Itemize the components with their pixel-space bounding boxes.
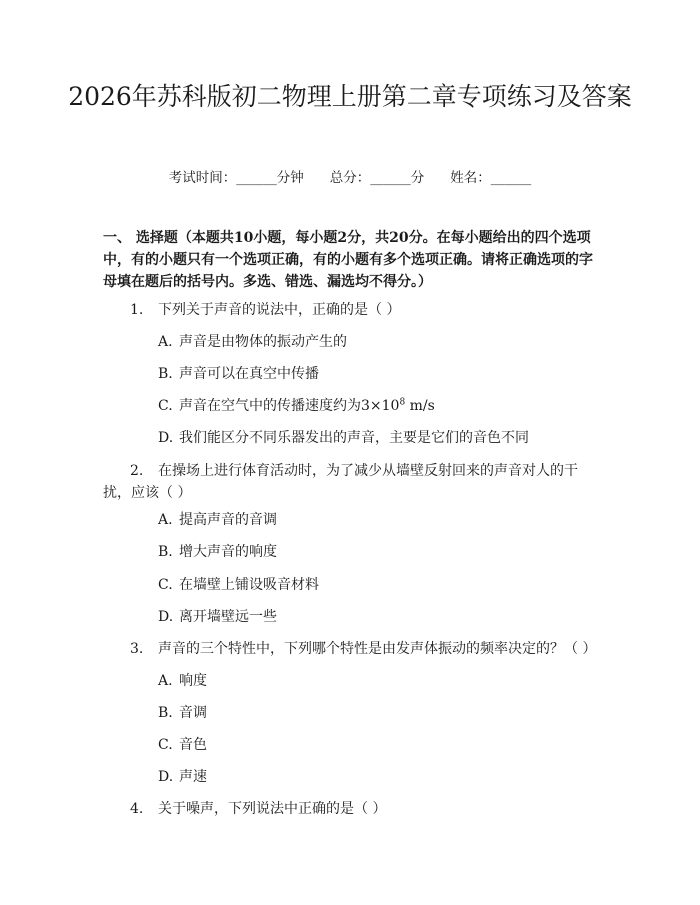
question-text: 在操场上进行体育活动时，为了减少从墙壁反射回来的声音对人的干扰，应该（ ）	[103, 463, 578, 501]
option-3d: D. 声速	[158, 769, 207, 785]
exam-score: 总分：______分	[329, 170, 425, 186]
option-3a: A. 响度	[158, 673, 207, 689]
option-2a: A. 提高声音的音调	[158, 512, 277, 528]
section-heading: 一、 选择题（本题共10小题，每小题2分，共20分。在每小题给出的四个选项中，有的小题只有一个选项正确，有的小题有多个选项正确。请将正确选项的字母填在题后的括号内。多选、错选、漏选均不得分。）	[103, 230, 593, 290]
question-text: 声音的三个特性中，下列哪个特性是由发声体振动的频率决定的？（ ）	[158, 641, 597, 657]
option-2b: B. 增大声音的响度	[158, 544, 277, 560]
option-3c: C. 音色	[158, 737, 207, 753]
question-2	[103, 460, 597, 504]
exam-info	[0, 168, 700, 188]
student-name: 姓名：______	[450, 170, 532, 186]
option-1d: D. 我们能区分不同乐器发出的声音，主要是它们的音色不同	[158, 430, 529, 446]
option-1b: B. 声音可以在真空中传播	[158, 366, 319, 382]
page-title: 2026年苏科版初二物理上册第二章专项练习及答案	[68, 82, 632, 111]
question-number: 2.	[130, 463, 144, 479]
option-3b: B. 音调	[158, 705, 207, 721]
question-number: 1.	[130, 302, 144, 318]
question-text: 关于噪声，下列说法中正确的是（ ）	[158, 801, 387, 817]
option-2c: C. 在墙壁上铺设吸音材料	[158, 577, 319, 593]
option-2d: D. 离开墙壁远一些	[158, 609, 277, 625]
option-1a: A. 声音是由物体的振动产生的	[158, 334, 347, 350]
option-1c: C. 声音在空气中的传播速度约为$3\times 10^8$ m/s	[158, 397, 435, 414]
exam-time: 考试时间：______分钟	[168, 170, 304, 186]
question-number: 4.	[130, 801, 144, 817]
question-number: 3.	[130, 641, 144, 657]
question-4	[130, 798, 610, 820]
question-1	[130, 299, 610, 321]
question-text: 下列关于声音的说法中，正确的是（ ）	[158, 302, 401, 318]
question-3	[130, 638, 610, 660]
